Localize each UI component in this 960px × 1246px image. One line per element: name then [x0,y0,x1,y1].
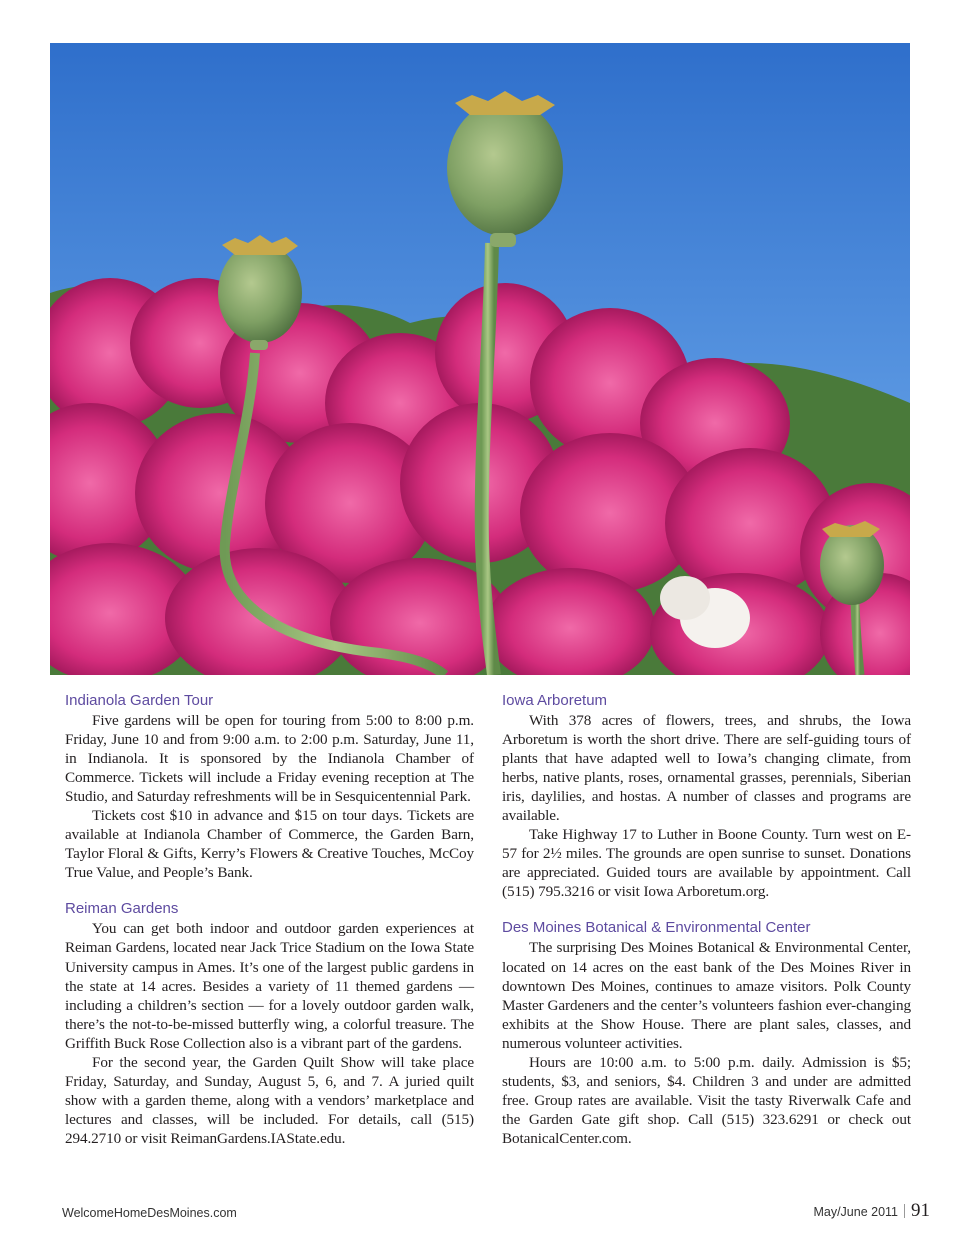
paragraph: The surprising Des Moines Botanical & Environmental Center, located on 14 acres on the east bank of the Des Moines River in downtown Des Moines, continues to amaze visitors. Polk County Master Gardeners and the center’s volunteers fashion ever-changing exhibits at the Show House. There are plant sales, classes, and numerous volunteer activities. [502,939,911,1052]
right-column [502,691,911,1148]
footer-issue: May/June 2011 [813,1205,898,1219]
paragraph: For the second year, the Garden Quilt Show will take place Friday, Saturday, and Sunday, August 5, 6, and 7. A juried quilt show with a garden theme, along with a vendors’ marketplace and lectures and classes, will be included. For details, call (515) 294.2710 or visit ReimanGardens.IAState.edu. [65,1053,474,1147]
poppy-phlox-photo [50,43,910,675]
left-column [65,691,474,1148]
paragraph: Five gardens will be open for touring from 5:00 to 8:00 p.m. Friday, June 10 and from 9:00 a.m. to 2:00 p.m. Saturday, June 11, in Indianola. It is sponsored by the Indianola Chamber of Commerce. Tickets will include a Friday evening reception at The Studio, and Saturday refreshments will be in Sesquicentennial Park. [65,712,474,806]
page-number: 91 [911,1200,930,1221]
footer-folio [813,1200,930,1222]
paragraph: You can get both indoor and outdoor garden experiences at Reiman Gardens, located near Jack Trice Stadium on the Iowa State University campus in Ames. It’s one of the largest public gardens in the state at 14 acres. Besides a variety of 11 themed gardens — including a children’s section — for a lovely outdoor garden walk, there’s the not-to-be-missed butterfly wing, a colorful treasure. The Griffith Buck Rose Collection also is a vibrant part of the gardens. [65,920,474,1052]
section-iowa-arboretum [502,691,911,901]
section-heading: Des Moines Botanical & Environmental Center [502,919,811,937]
paragraph: Hours are 10:00 a.m. to 5:00 p.m. daily. Admission is $5; students, $3, and seniors, $4. Children 3 and under are admitted free. Group rates are available. Visit the tasty Riverwalk Cafe and the Garden Gate gift shop. Call (515) 323.6291 or check out BotanicalCenter.com. [502,1053,911,1147]
footer-website: WelcomeHomeDesMoines.com [62,1206,237,1220]
paragraph: Tickets cost $10 in advance and $15 on tour days. Tickets are available at Indianola Chamber of Commerce, the Garden Barn, Taylor Floral & Gifts, Kerry’s Flowers & Creative Touches, McCoy True Value, and People’s Bank. [65,807,474,882]
footer-divider [904,1204,905,1218]
section-reiman-gardens [65,899,474,1148]
section-heading: Indianola Garden Tour [65,692,214,709]
section-des-moines-botanical-center [502,918,911,1148]
paragraph: With 378 acres of flowers, trees, and shrubs, the Iowa Arboretum is worth the short drive. There are self-guiding tours of plants that have adapted well to Iowa’s changing climate, from herbs, native plants, roses, ornamental grasses, perennials, Siberian iris, daylilies, and hostas. A number of classes and programs are available. [502,712,911,825]
section-heading: Iowa Arboretum [502,692,608,709]
section-indianola-garden-tour [65,691,474,882]
section-heading: Reiman Gardens [65,900,179,918]
paragraph: Take Highway 17 to Luther in Boone County. Turn west on E-57 for 2½ miles. The grounds are open sunrise to sunset. Donations are appreciated. Guided tours are available by appointment. Call (515) 795.3216 or visit Iowa Arboretum.org. [502,826,911,901]
photo-illustration [50,43,910,675]
